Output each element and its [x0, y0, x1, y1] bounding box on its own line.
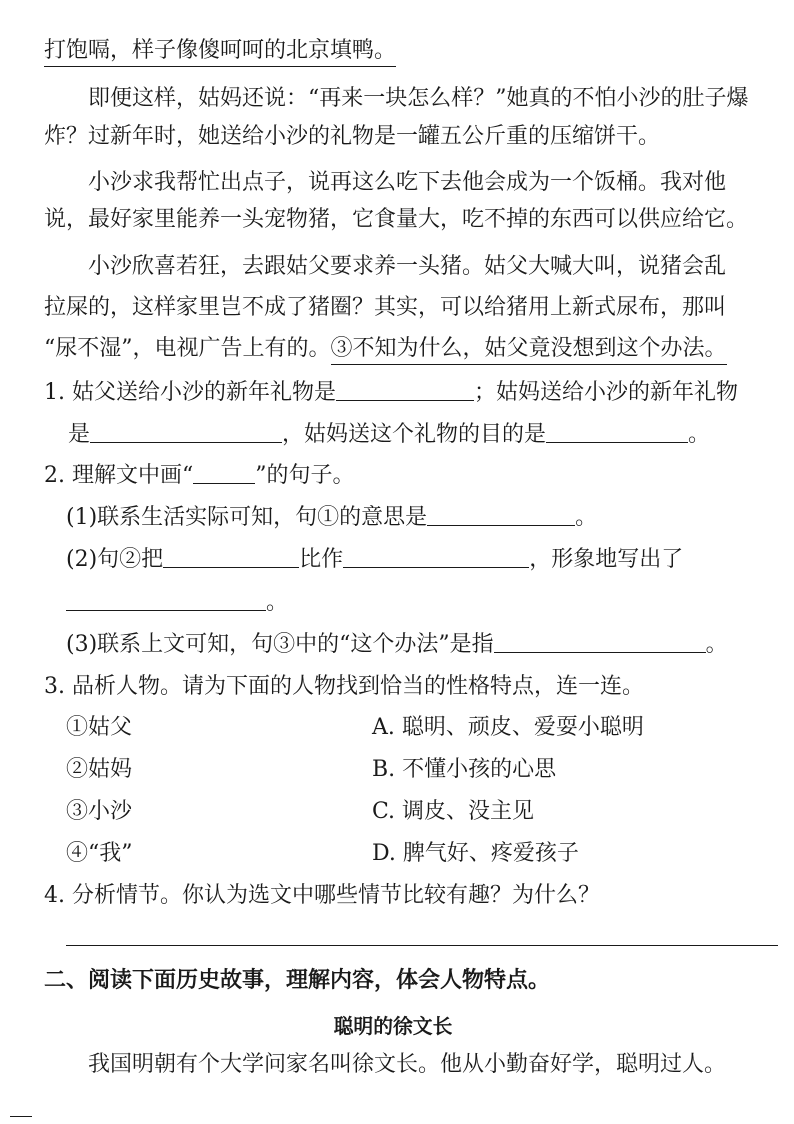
question-2-2-text-c: ，形象地写出了: [529, 547, 684, 572]
question-1-text-a: 1. 姑父送给小沙的新年礼物是: [44, 380, 336, 405]
character-uncle[interactable]: ①姑父: [66, 715, 133, 740]
question-2-1-end: 。: [575, 505, 598, 530]
question-4: 4. 分析情节。你认为选文中哪些情节比较有趣？为什么？: [44, 883, 600, 908]
question-2-title: [44, 461, 354, 491]
question-1-line-1: [44, 378, 738, 408]
answer-blank-gift-uncle[interactable]: [336, 378, 474, 401]
character-aunt[interactable]: ②姑妈: [66, 757, 133, 782]
passage-line-4: 小沙求我帮忙出点子，说再这么吃下去他会成为一个饭桶。我对他: [88, 170, 727, 195]
question-2-2-text-b: 比作: [299, 547, 344, 572]
passage-line-5: 说，最好家里能养一头宠物猪，它食量大，吃不掉的东西可以供应给它。: [44, 207, 749, 232]
answer-blank-compared-subject[interactable]: [163, 545, 299, 568]
question-2-3: [66, 630, 728, 660]
passage-line-3: 炸？过新年时，她送给小沙的礼物是一罐五公斤重的压缩饼干。: [44, 124, 661, 149]
question-2-2: [66, 545, 683, 575]
underlined-sentence-3: ③不知为什么，姑父竟没想到这个办法。: [331, 336, 727, 365]
question-1-end: 。: [688, 422, 711, 447]
question-2-2-end: 。: [266, 590, 289, 615]
question-2-2-continued: [66, 588, 288, 618]
passage-line-8-text: “尿不湿”，电视广告上有的。: [44, 336, 331, 361]
question-2-1-text: (1)联系生活实际可知，句①的意思是: [66, 505, 428, 530]
trait-c[interactable]: C. 调皮、没主见: [372, 799, 535, 824]
character-row-1: [66, 713, 644, 743]
passage-line-1: [44, 36, 396, 66]
question-1-line-2: [68, 420, 710, 450]
question-2-3-end: 。: [705, 632, 728, 657]
passage-line-8: [44, 334, 727, 364]
passage-line-7: 拉屎的，这样家里岂不成了猪圈？其实，可以给猪用上新式尿布，那叫: [44, 295, 727, 320]
trait-b[interactable]: B. 不懂小孩的心思: [372, 757, 557, 782]
answer-blank-sentence-1-meaning[interactable]: [427, 503, 575, 526]
character-xiaosha[interactable]: ③小沙: [66, 799, 133, 824]
question-1-text-d: ，姑妈送这个礼物的目的是: [282, 422, 547, 447]
section-2-heading: 二、阅读下面历史故事，理解内容，体会人物特点。: [44, 968, 551, 993]
question-2-text-b: ”的句子。: [255, 463, 355, 488]
character-row-4: [66, 839, 579, 869]
passage-line-2: 即便这样，姑妈还说：“再来一块怎么样？”她真的不怕小沙的肚子爆: [88, 86, 749, 111]
question-2-3-text: (3)联系上文可知，句③中的“这个办法”是指: [66, 632, 494, 657]
story-title: 聪明的徐文长: [333, 1014, 453, 1038]
trait-a[interactable]: A. 聪明、顽皮、爱耍小聪明: [372, 715, 644, 740]
answer-blank-compared-object[interactable]: [343, 545, 529, 568]
passage-line-6: 小沙欣喜若狂，去跟姑父要求养一头猪。姑父大喊大叫，说猪会乱: [88, 254, 727, 279]
character-row-3: [66, 797, 535, 827]
question-1-text-b: ；姑妈送给小沙的新年礼物: [473, 380, 738, 405]
question-1-text-c: 是: [68, 422, 91, 447]
character-narrator[interactable]: ④“我”: [66, 841, 133, 866]
answer-blank-vivid-description[interactable]: [66, 588, 266, 611]
page-corner-mark: [10, 1116, 32, 1117]
question-2-1: [66, 503, 597, 533]
character-row-2: [66, 755, 557, 785]
underlined-sentence-2: 打饱嗝，样子像傻呵呵的北京填鸭。: [44, 38, 396, 67]
answer-line-question-4[interactable]: [66, 945, 778, 946]
question-2-text-a: 2. 理解文中画“: [44, 463, 194, 488]
trait-d[interactable]: D. 脾气好、疼爱孩子: [372, 841, 579, 866]
answer-blank-gift-purpose[interactable]: [546, 420, 688, 443]
underline-sample: [193, 461, 255, 484]
question-2-2-text-a: (2)句②把: [66, 547, 164, 572]
story-first-line: 我国明朝有个大学问家名叫徐文长。他从小勤奋好学，聪明过人。: [88, 1052, 727, 1077]
answer-blank-gift-aunt[interactable]: [90, 420, 282, 443]
answer-blank-this-method[interactable]: [494, 630, 706, 653]
question-3-title: 3. 品析人物。请为下面的人物找到恰当的性格特点，连一连。: [44, 674, 644, 699]
